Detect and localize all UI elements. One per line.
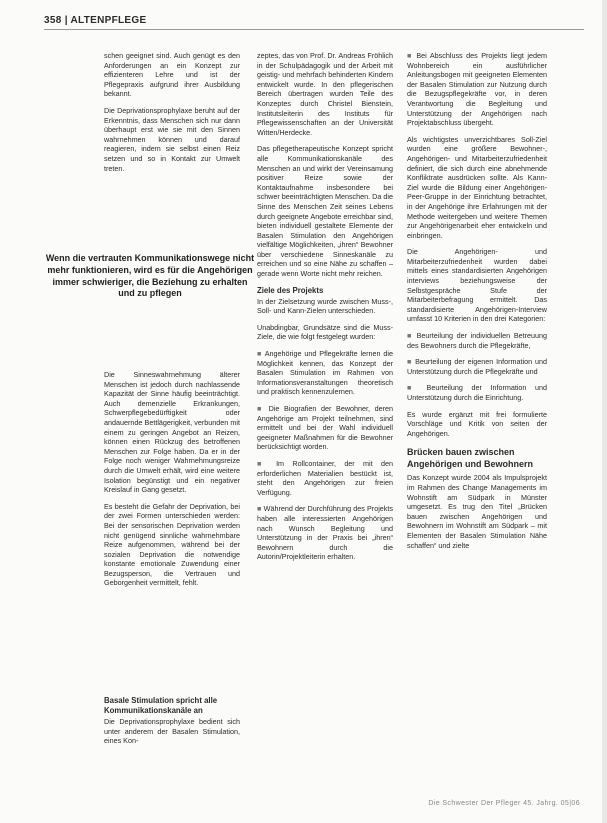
subheading: Basale Stimulation spricht alle Kommunikationskanäle an <box>104 696 218 715</box>
bullet-text: Im Rollcontainer, der mit den erforderlichen Materialien bestückt ist, steht den Angehörigen zur freien Verfügung. <box>257 458 393 497</box>
bullet-item <box>407 383 547 402</box>
column-2 <box>257 51 393 569</box>
column-3 <box>407 51 547 557</box>
bullet-icon: ■ <box>257 504 264 514</box>
page-edge <box>602 0 607 823</box>
bullet-item <box>407 331 547 350</box>
paragraph: Die Sinneswahrnehmung älterer Menschen ist jedoch durch nachlassende Kapazität der Sinne häufig beeinträchtigt. Auch demenzielle Erkrankungen, Schwerpflegebedürftigkeit oder andauernde Bettlägerigkeit, verbunden mit einem zu geringen Angebot an Reizen, können einen Rückzug des betroffenen Menschen zur Folge haben. Da er in der Folge noch weniger Wahrnehmungsreize durch die Umwelt erhält, wird eine weitere Isolation begünstigt und ein negativer Kreislauf in Gang gesetzt. <box>104 370 240 495</box>
bullet-icon: ■ <box>257 458 277 468</box>
paragraph: Die Angehörigen- und Mitarbeiterzufriedenheit wurden dabei mittels eines standardisierten Angehörigen interviews beziehungsweise der Selbstgespräche Stufe der Mitarbeiterbefragung ermittelt. Das standardisierte Angehörigen-Interview umfasst 10 Kriterien in den drei Kategorien: <box>407 247 547 324</box>
paragraph: Das Konzept wurde 2004 als Impulsprojekt im Rahmen des Change Managements im Wohnstift am Südpark in Münster umgesetzt. Es trug den Titel „Brücken bauen zwischen Angehörigen und Bewohnern im Wohnstift am Südpark – mit Elementen der Basalen Stimulation Nähe schaffen“ und zielte <box>407 473 547 550</box>
bullet-icon: ■ <box>407 331 417 341</box>
bullet-icon: ■ <box>407 383 427 393</box>
paragraph: In der Zielsetzung wurde zwischen Muss-, Soll- und Kann-Zielen unterschieden. <box>257 296 393 316</box>
page-header <box>44 15 146 26</box>
paragraph: Als wichtigstes unverzichtbares Soll-Ziel wurden eine größere Bewohner-, Angehörigen- und Mitarbeiterzufriedenheit definiert, die sich durch eine abnehmende Konfliktrate ausdrücken sollte. Als Kann-Ziel wurde die Bildung einer Angehörigen-Peer-Gruppe in der Einrichtung betrachtet, in der Angehörige ihre Erfahrungen mit der Methode weitergeben und weitere Themen zur Angehörigenarbeit eher entwickeln und einbringen. <box>407 134 547 240</box>
bullet-icon: ■ <box>407 51 417 60</box>
paragraph: Es besteht die Gefahr der Deprivation, bei der zwei Formen unterschieden werden: Bei der sensorischen Deprivation werden nicht genügend sinnliche wahrnehmbare Reize aufgenommen, während bei der sozialen Deprivation die notwendige konstante emotionale Zuwendung einer Bezugsperson, die Vertrauen und Geborgenheit vermittelt, fehlt. <box>104 501 240 588</box>
bullet-text: Während der Durchführung des Projekts haben alle interessierten Angehörigen nach Wunsch Begleitung und Unterstützung in der Praxis bei „ihren“ Bewohnern durch die Autorin/Projektleiterin erhalten. <box>257 504 393 562</box>
paragraph: Unabdingbar, Grundsätze sind die Muss-Ziele, die wie folgt festgelegt wurden: <box>257 322 393 342</box>
pull-quote: Wenn die vertrauten Kommunikationswege nicht mehr funktionieren, wird es für die Angehörigen immer schwieriger, die Beziehung zu erhalten und zu pflegen <box>45 253 255 299</box>
paragraph: schen geeignet sind. Auch genügt es den Anforderungen an ein Konzept zur effizienteren Lehre und ist der Pflegepraxis aufgrund ihrer Ausbildung bekannt. <box>104 51 240 99</box>
header-separator: | <box>64 15 68 26</box>
bullet-item <box>257 459 393 497</box>
bullet-text: Beurteilung der individuellen Betreuung des Bewohners durch die Pflegekräfte, <box>407 331 547 350</box>
paragraph: Die Deprivationsprophylaxe beruht auf der Erkenntnis, dass Menschen sich nur dann überhaupt erst wie sie mit den Sinnen wahrnehmen können und darauf reagieren, indem sie selbst einen Reiz setzen und so in Kontakt zur Umwelt treten. <box>104 105 240 173</box>
header-rule <box>44 29 584 30</box>
column-1-bottom <box>104 690 240 753</box>
bullet-icon: ■ <box>257 404 269 413</box>
bullet-icon: ■ <box>407 357 416 367</box>
bullet-text: Bei Abschluss des Projekts liegt jedem Wohnbereich ein ausführlicher Anleitungsbogen mit geeigneten Elementen der Basalen Stimulation zur Nutzung durch die Bezugspflegekräfte vor, in deren Verantwortung die Begleitung und Unterstützung der Angehörigen nach Projektabschluss übergeht. <box>407 51 547 128</box>
column-1-middle <box>104 370 240 595</box>
section-heading: Brücken bauen zwischen Angehörigen und Bewohnern <box>407 447 533 470</box>
bullet-text: Beurteilung der eigenen Information und Unterstützung durch die Pflegekräfte und <box>407 357 547 376</box>
bullet-text: Die Biografien der Bewohner, deren Angehörige am Projekt teilnehmen, sind ermittelt und bei der Wahl individuell geeigneter Maßnahmen für die Bewohner berücksichtigt worden. <box>257 404 394 452</box>
paragraph: Es wurde ergänzt mit frei formulierte Vorschläge und Kritik von seiten der Angehörigen. <box>407 409 547 438</box>
subheading: Ziele des Projekts <box>257 285 324 295</box>
section-title: ALTENPFLEGE <box>70 15 147 26</box>
column-1-top <box>104 51 240 180</box>
bullet-item <box>257 349 393 397</box>
bullet-item <box>257 504 393 562</box>
bullet-text: Angehörige und Pflegekräfte lernen die Möglichkeit kennen, das Konzept der Basalen Stimulation im Rahmen von Informationsveranstaltungen theoretisch und praktisch kennenzulernen. <box>257 349 393 397</box>
bullet-icon: ■ <box>257 349 265 359</box>
bullet-item <box>257 404 393 452</box>
page-footer: Die Schwester Der Pfleger 45. Jahrg. 05|06 <box>428 800 580 807</box>
paragraph: Die Deprivationsprophylaxe bedient sich unter anderem der Basalen Stimulation, eines Kon- <box>104 717 240 746</box>
page-number: 358 <box>44 15 62 26</box>
bullet-item <box>407 357 547 376</box>
paragraph: Das pflegetherapeutische Konzept spricht alle Kommunikationskanäle des Menschen an und wirkt der Vereinsamung positiver Reize sowie der Kontaktaufnahme insbesondere bei schwer beeinträchtigten Menschen. Da die Sinne des Menschen Zeit seines Lebens durch geeignete Angebote erreichbar sind, bieten individuell gestaltete Elemente der Basalen Stimulation den Angehörigen vielfältige Möglichkeiten, „ihren“ Bewohner über verschiedene Sinneskanäle zu erreichen und so eine Nähe zu schaffen – gerade wenn Worte nicht mehr reichen. <box>257 144 393 279</box>
bullet-item <box>407 51 547 128</box>
bullet-text: Beurteilung der Information und Unterstützung durch die Einrichtung. <box>407 383 547 402</box>
paragraph: zeptes, das von Prof. Dr. Andreas Fröhlich in der Schulpädagogik und der Arbeit mit geistig- und mehrfach behinderten Kindern entwickelt wurde. In den pflegerischen Bereich übertragen wurden Teile des Konzeptes durch Christel Bienstein, Institutsleiterin des Instituts für Pflegewissenschaften an der Universität Witten/Herdecke. <box>257 51 393 137</box>
